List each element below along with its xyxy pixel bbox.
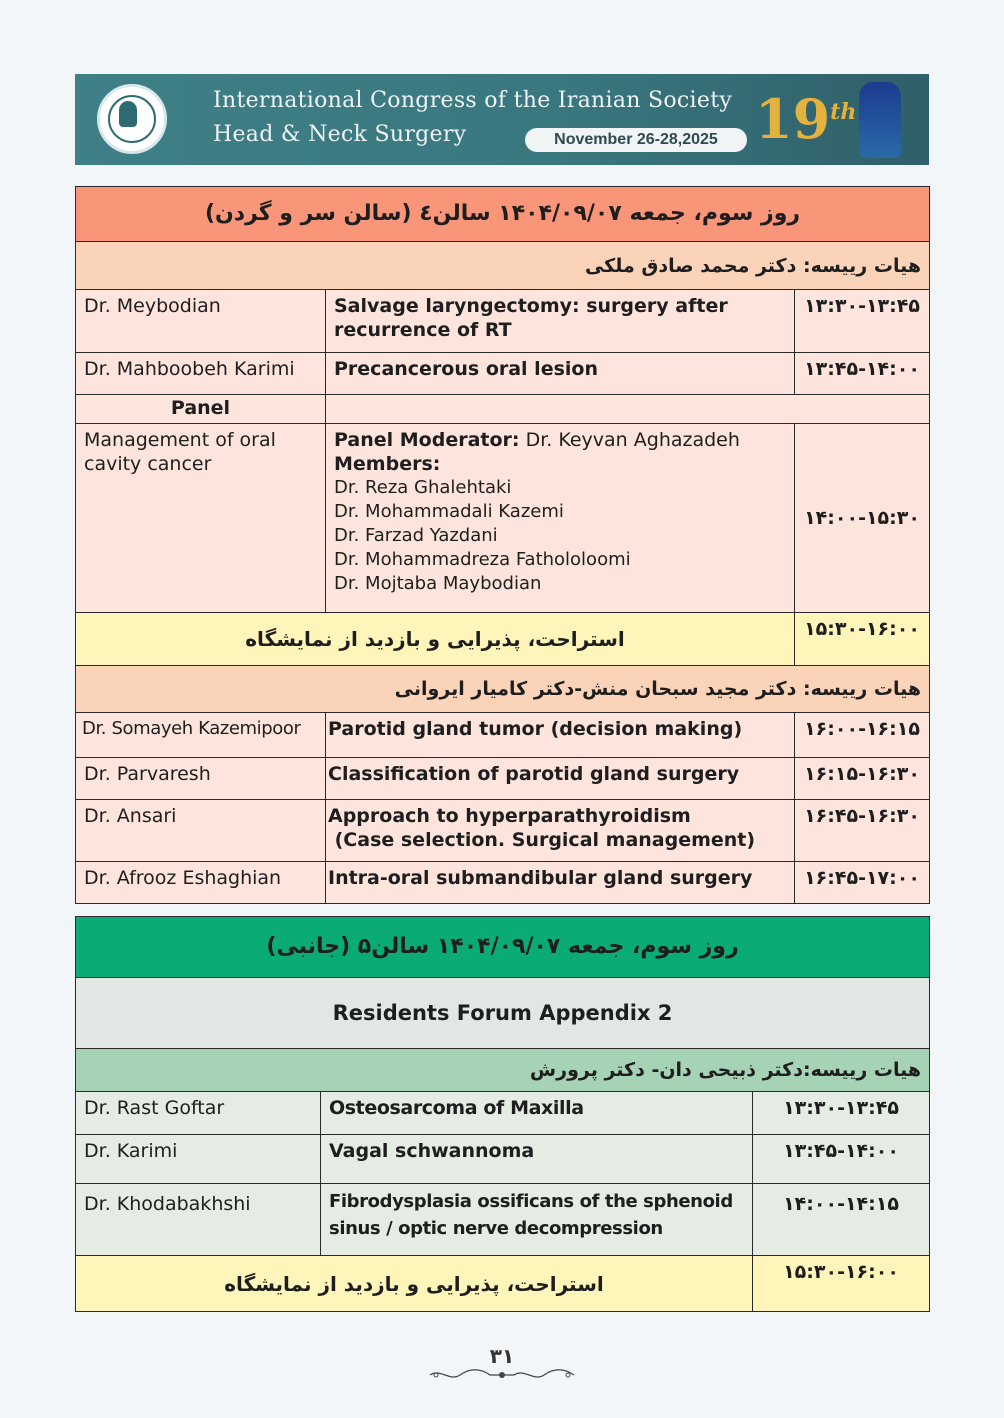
hall4-board-2: هیات رییسه: دکتر مجید سبحان منش-دکتر کامیار ایروانی	[76, 666, 930, 713]
time-cell: ۱۶:۴۵-۱۶:۳۰	[795, 800, 930, 862]
page-number: ۳۱	[489, 1344, 515, 1368]
table-row	[76, 862, 930, 904]
banner-title-line2: Head & Neck Surgery	[213, 122, 467, 147]
panel-topic-cell: Management of oral cavity cancer	[76, 424, 326, 613]
speaker-cell: Dr. Khodabakhshi	[76, 1184, 321, 1256]
table-row	[76, 713, 930, 758]
table-row	[76, 1135, 930, 1184]
empty-cell	[326, 395, 930, 424]
congress-date-badge: November 26-28,2025	[525, 128, 747, 152]
speaker-cell: Dr. Karimi	[76, 1135, 321, 1184]
break-cell: استراحت، پذیرایی و بازدید از نمایشگاه	[76, 1256, 753, 1312]
panel-label-cell: Panel	[76, 395, 326, 424]
congress-banner	[75, 74, 929, 165]
edition-number	[755, 82, 856, 149]
table-row	[76, 800, 930, 862]
table-row	[76, 353, 930, 395]
table-row	[76, 1184, 930, 1256]
persian-statue-icon	[859, 82, 901, 158]
time-cell: ۱۳:۳۰-۱۳:۴۵	[795, 290, 930, 353]
time-cell: ۱۴:۰۰-۱۵:۳۰	[795, 424, 930, 613]
hall5-schedule-table	[75, 916, 930, 1312]
time-cell: ۱۵:۳۰-۱۶:۰۰	[753, 1256, 930, 1312]
hall4-board-1: هیات رییسه: دکتر محمد صادق ملکی	[76, 242, 930, 290]
talk-title-cell: Salvage laryngectomy: surgery after recurrence of RT	[326, 290, 795, 353]
time-cell: ۱۵:۳۰-۱۶:۰۰	[795, 613, 930, 666]
panel-members-cell	[326, 424, 795, 613]
speaker-cell: Dr. Parvaresh	[76, 758, 326, 800]
speaker-cell: Dr. Ansari	[76, 800, 326, 862]
panel-member: Dr. Reza Ghalehtaki	[334, 477, 512, 498]
speaker-cell: Dr. Rast Goftar	[76, 1092, 321, 1135]
table-row	[76, 1256, 930, 1312]
table-row	[76, 395, 930, 424]
time-cell: ۱۳:۴۵-۱۴:۰۰	[753, 1135, 930, 1184]
talk-title-cell: Precancerous oral lesion	[326, 353, 795, 395]
forum-title: Residents Forum Appendix 2	[76, 978, 930, 1049]
page-footer	[0, 1340, 1004, 1400]
edition-number-value: 19	[755, 87, 831, 151]
talk-title-cell: Osteosarcoma of Maxilla	[321, 1092, 753, 1135]
time-cell: ۱۶:۱۵-۱۶:۳۰	[795, 758, 930, 800]
talk-title-cell: Vagal schwannoma	[321, 1135, 753, 1184]
panel-member: Dr. Mojtaba Maybodian	[334, 573, 542, 594]
panel-moderator-name: Dr. Keyvan Aghazadeh	[519, 429, 740, 451]
talk-title-cell: Fibrodysplasia ossificans of the sphenoid sinus / optic nerve decompression	[321, 1184, 753, 1256]
hall4-day-header: روز سوم، جمعه ۱۴۰۴/۰۹/۰۷ سالن٤ (سالن سر و گردن)	[76, 187, 930, 242]
talk-title-cell	[326, 800, 795, 862]
speaker-cell: Dr. Mahboobeh Karimi	[76, 353, 326, 395]
talk-title-cell: Parotid gland tumor (decision making)	[326, 713, 795, 758]
hall4-schedule-table	[75, 186, 930, 904]
flourish-ornament-icon	[428, 1368, 576, 1382]
speaker-cell: Dr. Somayeh Kazemipoor	[76, 713, 326, 758]
panel-member: Dr. Mohammadreza Fathololoomi	[334, 549, 631, 570]
panel-member: Dr. Farzad Yazdani	[334, 525, 498, 546]
speaker-cell: Dr. Meybodian	[76, 290, 326, 353]
table-row	[76, 424, 930, 613]
edition-suffix: th	[830, 99, 857, 125]
talk-title-cell: Intra-oral submandibular gland surgery	[326, 862, 795, 904]
panel-members-label: Members:	[334, 453, 441, 475]
talk-title-line: (Case selection. Surgical management)	[328, 829, 756, 851]
time-cell: ۱۳:۴۵-۱۴:۰۰	[795, 353, 930, 395]
time-cell: ۱۶:۰۰-۱۶:۱۵	[795, 713, 930, 758]
table-row	[76, 613, 930, 666]
hall5-board: هیات رییسه:دکتر ذبیحی دان- دکتر پرورش	[76, 1049, 930, 1092]
hall5-day-header: روز سوم، جمعه ۱۴۰۴/۰۹/۰۷ سالن۵ (جانبی)	[76, 917, 930, 978]
society-seal-logo	[97, 84, 167, 154]
panel-moderator-label: Panel Moderator:	[334, 429, 520, 451]
talk-title-cell: Classification of parotid gland surgery	[326, 758, 795, 800]
time-cell: ۱۴:۰۰-۱۴:۱۵	[753, 1184, 930, 1256]
table-row	[76, 290, 930, 353]
table-row	[76, 758, 930, 800]
speaker-cell: Dr. Afrooz Eshaghian	[76, 862, 326, 904]
time-cell: ۱۶:۴۵-۱۷:۰۰	[795, 862, 930, 904]
table-row	[76, 1092, 930, 1135]
break-cell: استراحت، پذیرایی و بازدید از نمایشگاه	[76, 613, 795, 666]
time-cell: ۱۳:۳۰-۱۳:۴۵	[753, 1092, 930, 1135]
panel-member: Dr. Mohammadali Kazemi	[334, 501, 564, 522]
banner-title-line1: International Congress of the Iranian Society	[213, 88, 733, 113]
talk-title-line: Approach to hyperparathyroidism	[328, 805, 691, 827]
